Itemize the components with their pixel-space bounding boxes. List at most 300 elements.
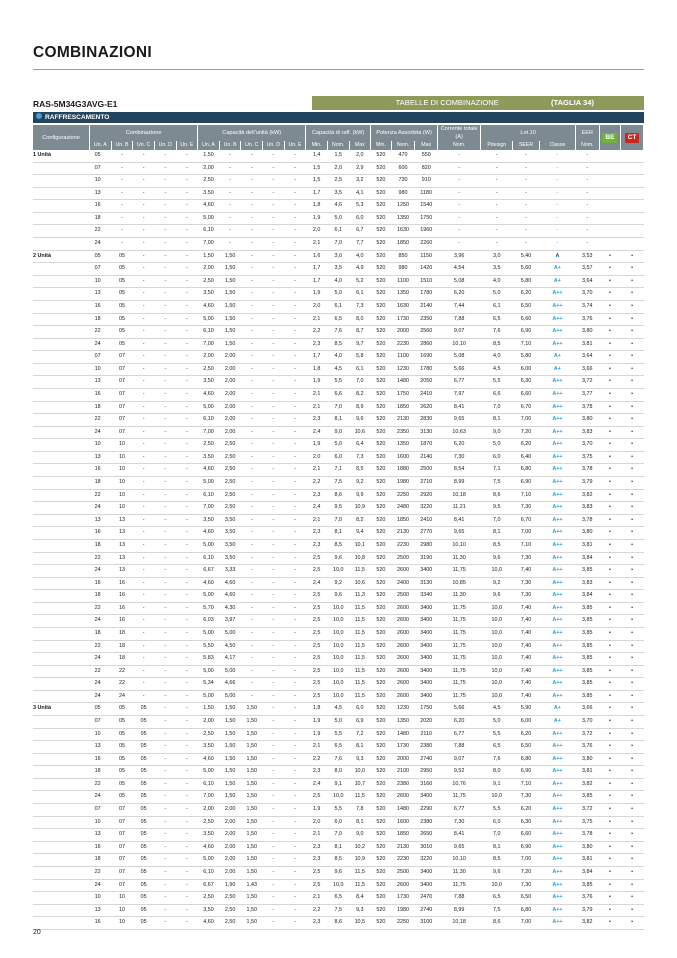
table-cell: 7,40 <box>513 640 540 653</box>
table-cell: - <box>263 841 285 854</box>
table-cell: - <box>133 577 155 590</box>
table-cell: 05 <box>111 766 133 779</box>
table-cell: 1,50 <box>241 829 263 842</box>
table-cell: 1730 <box>391 313 415 326</box>
table-cell: 10 <box>90 728 112 741</box>
table-cell: 3,78 <box>575 514 599 527</box>
table-cell: • <box>621 288 644 301</box>
table-cell: - <box>263 187 285 200</box>
table-cell: 5,70 <box>198 602 220 615</box>
table-cell: 7,0 <box>327 401 349 414</box>
table-cell: • <box>599 766 621 779</box>
table-cell: 05 <box>133 753 155 766</box>
table-cell: 3,85 <box>575 653 599 666</box>
table-cell: 520 <box>371 326 392 339</box>
table-cell: 4,60 <box>198 464 220 477</box>
table-cell: 05 <box>133 804 155 817</box>
table-cell: • <box>621 804 644 817</box>
table-cell: - <box>263 162 285 175</box>
table-cell: 4,0 <box>481 351 513 364</box>
subheader-cell: Un. B <box>111 141 133 150</box>
table-cell: 6,90 <box>513 841 540 854</box>
table-cell: 6,5 <box>481 741 513 754</box>
energy-class-cell: A++ <box>539 300 575 313</box>
table-cell: 6,03 <box>198 615 220 628</box>
table-row <box>33 829 644 842</box>
table-cell: 2,00 <box>198 804 220 817</box>
table-cell: 520 <box>371 665 392 678</box>
table-cell: 2,00 <box>198 351 220 364</box>
table-row <box>33 326 644 339</box>
table-cell: 11,5 <box>349 678 371 691</box>
subheader-cell: Un. C <box>133 141 155 150</box>
table-cell: 10,6 <box>349 426 371 439</box>
table-cell: 2,50 <box>219 904 241 917</box>
table-cell: 7,2 <box>349 728 371 741</box>
table-cell: - <box>438 200 481 213</box>
energy-class-cell: A++ <box>539 338 575 351</box>
table-cell: - <box>176 288 198 301</box>
table-cell: 3,76 <box>575 313 599 326</box>
table-cell: 6,80 <box>513 753 540 766</box>
table-cell: 13 <box>111 527 133 540</box>
table-cell: • <box>599 791 621 804</box>
table-cell: - <box>263 426 285 439</box>
table-cell: 520 <box>371 414 392 427</box>
table-cell: 3010 <box>415 841 438 854</box>
table-cell: - <box>241 464 263 477</box>
table-cell: 2,1 <box>306 238 328 251</box>
table-cell: 7,10 <box>513 489 540 502</box>
table-cell: 1630 <box>391 300 415 313</box>
table-cell: 520 <box>371 212 392 225</box>
energy-class-cell: A++ <box>539 892 575 905</box>
table-cell: 6,30 <box>513 376 540 389</box>
subheader-cell: Max <box>349 141 371 150</box>
table-cell: 16 <box>111 577 133 590</box>
table-cell: 1,50 <box>241 753 263 766</box>
table-cell: - <box>176 162 198 175</box>
table-cell: 2830 <box>415 414 438 427</box>
table-cell: 3220 <box>415 502 438 515</box>
table-cell: - <box>263 401 285 414</box>
table-cell: - <box>241 187 263 200</box>
table-cell: 6,67 <box>198 565 220 578</box>
table-cell: 1,50 <box>241 866 263 879</box>
table-cell: 05 <box>133 816 155 829</box>
table-cell: 8,1 <box>481 414 513 427</box>
energy-class-cell: A++ <box>539 565 575 578</box>
table-cell: 520 <box>371 451 392 464</box>
energy-class-cell: A++ <box>539 778 575 791</box>
configuration-cell <box>33 187 90 200</box>
table-cell: 520 <box>371 363 392 376</box>
table-cell: 520 <box>371 791 392 804</box>
table-cell: - <box>219 175 241 188</box>
table-cell: - <box>176 514 198 527</box>
table-cell: 7,40 <box>513 653 540 666</box>
table-cell: 2,1 <box>306 829 328 842</box>
table-cell: 3,5 <box>327 263 349 276</box>
table-cell: 1630 <box>391 225 415 238</box>
table-cell: 3,85 <box>575 627 599 640</box>
table-cell: 520 <box>371 464 392 477</box>
table-cell: 6,90 <box>513 477 540 490</box>
table-row <box>33 351 644 364</box>
table-cell: - <box>284 552 306 565</box>
table-cell: 520 <box>371 653 392 666</box>
table-cell: 10 <box>111 489 133 502</box>
table-cell: 8,1 <box>481 527 513 540</box>
table-cell: 9,7 <box>349 338 371 351</box>
table-cell: - <box>241 162 263 175</box>
table-cell: 2470 <box>415 892 438 905</box>
table-cell: - <box>133 426 155 439</box>
table-cell: - <box>154 904 176 917</box>
table-cell: 24 <box>90 238 112 251</box>
table-cell: - <box>241 200 263 213</box>
table-cell: 980 <box>391 263 415 276</box>
table-cell: 18 <box>90 766 112 779</box>
table-cell: - <box>284 778 306 791</box>
table-cell: 1,50 <box>241 791 263 804</box>
table-cell: - <box>241 401 263 414</box>
table-cell: - <box>133 338 155 351</box>
table-cell: 3,85 <box>575 690 599 703</box>
configuration-cell <box>33 904 90 917</box>
table-cell: - <box>241 351 263 364</box>
table-cell: 13 <box>111 565 133 578</box>
table-cell: 07 <box>111 854 133 867</box>
energy-class-cell: A++ <box>539 866 575 879</box>
table-cell: 7,40 <box>513 565 540 578</box>
table-cell: - <box>176 388 198 401</box>
table-cell: - <box>133 225 155 238</box>
table-cell: 9,07 <box>438 326 481 339</box>
table-cell: 1,43 <box>241 879 263 892</box>
table-cell: - <box>133 640 155 653</box>
table-cell: - <box>438 150 481 162</box>
table-cell: 4,60 <box>198 753 220 766</box>
table-cell: - <box>219 150 241 162</box>
table-cell: 11,30 <box>438 590 481 603</box>
table-cell: - <box>241 250 263 263</box>
table-cell: - <box>219 162 241 175</box>
table-cell: 1510 <box>415 275 438 288</box>
table-cell: - <box>133 401 155 414</box>
table-cell: 1780 <box>415 288 438 301</box>
table-cell: 11,5 <box>349 866 371 879</box>
table-row <box>33 577 644 590</box>
table-cell: 24 <box>90 678 112 691</box>
table-cell: - <box>284 741 306 754</box>
table-row <box>33 175 644 188</box>
energy-class-cell: A++ <box>539 879 575 892</box>
table-cell: - <box>176 489 198 502</box>
table-cell: 13 <box>90 904 112 917</box>
table-cell: - <box>284 351 306 364</box>
cooling-dot-icon <box>36 113 42 119</box>
configuration-cell <box>33 678 90 691</box>
table-cell: 5,00 <box>219 665 241 678</box>
table-cell: 2,0 <box>306 300 328 313</box>
table-cell: 7,1 <box>327 464 349 477</box>
table-cell: 1180 <box>415 187 438 200</box>
table-cell: 520 <box>371 766 392 779</box>
table-cell: 05 <box>133 854 155 867</box>
table-cell: - <box>154 162 176 175</box>
table-cell: - <box>176 225 198 238</box>
configuration-cell <box>33 162 90 175</box>
table-cell: 6,20 <box>438 716 481 729</box>
table-cell: 05 <box>90 703 112 716</box>
table-cell: - <box>176 627 198 640</box>
table-cell: 1980 <box>391 904 415 917</box>
configuration-cell <box>33 879 90 892</box>
table-cell: 07 <box>111 816 133 829</box>
table-cell: 5,00 <box>198 665 220 678</box>
table-cell: 3,78 <box>575 401 599 414</box>
table-cell: 7,30 <box>438 816 481 829</box>
table-cell: - <box>263 829 285 842</box>
table-cell: 3,0 <box>481 250 513 263</box>
table-cell: 1,50 <box>219 791 241 804</box>
table-cell: 2,3 <box>306 841 328 854</box>
table-cell: 9,6 <box>327 590 349 603</box>
table-cell: - <box>176 338 198 351</box>
table-cell: 1480 <box>391 804 415 817</box>
table-cell: - <box>176 653 198 666</box>
table-cell: - <box>263 716 285 729</box>
table-cell: 5,83 <box>198 653 220 666</box>
table-cell: 520 <box>371 841 392 854</box>
table-cell: 4,60 <box>198 917 220 930</box>
table-cell: - <box>176 879 198 892</box>
table-cell: - <box>133 527 155 540</box>
table-cell: 4,0 <box>327 351 349 364</box>
table-cell: 520 <box>371 866 392 879</box>
table-cell: 3400 <box>415 791 438 804</box>
configuration-cell <box>33 590 90 603</box>
table-cell: 2,9 <box>349 162 371 175</box>
table-cell: • <box>599 565 621 578</box>
table-cell: - <box>438 162 481 175</box>
table-cell: 16 <box>90 388 112 401</box>
table-cell: - <box>263 627 285 640</box>
energy-class-cell: A+ <box>539 703 575 716</box>
table-cell: 3,80 <box>575 527 599 540</box>
table-cell: - <box>438 225 481 238</box>
table-cell: • <box>599 904 621 917</box>
table-cell: 6,6 <box>481 388 513 401</box>
configuration-cell <box>33 539 90 552</box>
configuration-cell <box>33 439 90 452</box>
table-cell: 05 <box>111 778 133 791</box>
table-cell: 2860 <box>415 338 438 351</box>
configuration-cell <box>33 791 90 804</box>
table-cell: - <box>263 225 285 238</box>
table-cell: - <box>133 627 155 640</box>
table-cell: 3,79 <box>575 477 599 490</box>
table-cell: - <box>176 300 198 313</box>
energy-class-cell: A++ <box>539 388 575 401</box>
table-cell: 3,50 <box>219 514 241 527</box>
table-cell: 3190 <box>415 552 438 565</box>
table-row <box>33 804 644 817</box>
table-cell: - <box>176 401 198 414</box>
table-cell: • <box>599 514 621 527</box>
table-cell: 22 <box>90 225 112 238</box>
table-cell: 6,20 <box>513 728 540 741</box>
table-cell: 22 <box>111 665 133 678</box>
configuration-cell <box>33 212 90 225</box>
table-cell: • <box>621 313 644 326</box>
table-cell: - <box>154 212 176 225</box>
table-cell: - <box>176 363 198 376</box>
model-name: RAS-5M34G3AVG-E1 <box>33 99 118 109</box>
table-cell: • <box>621 539 644 552</box>
table-cell: 2,50 <box>198 816 220 829</box>
table-cell: 520 <box>371 892 392 905</box>
energy-class-cell: - <box>539 187 575 200</box>
table-cell: 520 <box>371 514 392 527</box>
table-cell: - <box>176 175 198 188</box>
table-cell: 2000 <box>391 326 415 339</box>
ct-badge: CT <box>625 133 640 143</box>
table-cell: - <box>284 866 306 879</box>
table-cell: • <box>621 514 644 527</box>
table-cell: 13 <box>90 376 112 389</box>
table-cell: 2,1 <box>306 313 328 326</box>
table-cell: - <box>263 892 285 905</box>
table-cell: 2,3 <box>306 917 328 930</box>
table-cell: - <box>481 225 513 238</box>
configuration-cell <box>33 753 90 766</box>
table-cell: 1,50 <box>219 300 241 313</box>
table-cell: 7,40 <box>513 678 540 691</box>
table-cell: - <box>284 313 306 326</box>
table-cell: 24 <box>90 338 112 351</box>
table-cell: 6,60 <box>513 829 540 842</box>
table-cell: 05 <box>111 791 133 804</box>
table-cell: - <box>176 804 198 817</box>
table-cell: • <box>621 627 644 640</box>
table-cell: - <box>481 238 513 251</box>
table-cell: - <box>154 841 176 854</box>
table-cell: • <box>599 300 621 313</box>
table-cell: 2130 <box>391 841 415 854</box>
table-cell: 1,50 <box>241 904 263 917</box>
table-cell: 2,50 <box>198 439 220 452</box>
table-cell: - <box>284 150 306 162</box>
table-cell: - <box>263 439 285 452</box>
table-cell: 05 <box>133 892 155 905</box>
table-cell: 7,97 <box>438 388 481 401</box>
table-cell: - <box>133 590 155 603</box>
table-row <box>33 703 644 716</box>
table-cell: 13 <box>90 451 112 464</box>
combination-table-title <box>312 96 644 110</box>
table-cell: 6,90 <box>513 326 540 339</box>
table-cell: 05 <box>133 866 155 879</box>
table-cell: 4,54 <box>438 263 481 276</box>
table-cell: 1,50 <box>219 703 241 716</box>
table-cell: 6,7 <box>349 225 371 238</box>
table-cell: 520 <box>371 917 392 930</box>
table-cell: • <box>599 401 621 414</box>
table-cell: 2,5 <box>306 678 328 691</box>
table-cell: 4,1 <box>349 187 371 200</box>
table-cell: - <box>176 904 198 917</box>
table-cell: 2740 <box>415 904 438 917</box>
table-cell: • <box>599 464 621 477</box>
subheader-cell: Un. D <box>263 141 285 150</box>
table-cell: 5,66 <box>438 363 481 376</box>
table-cell: - <box>241 451 263 464</box>
table-cell: 2,5 <box>306 590 328 603</box>
table-cell: 24 <box>90 690 112 703</box>
table-cell: - <box>284 640 306 653</box>
configuration-cell <box>33 451 90 464</box>
table-row <box>33 640 644 653</box>
table-cell: 4,0 <box>327 275 349 288</box>
table-cell: 2,3 <box>306 527 328 540</box>
configuration-cell <box>33 728 90 741</box>
table-cell: 18 <box>90 401 112 414</box>
table-cell: • <box>621 477 644 490</box>
table-cell: - <box>111 187 133 200</box>
table-cell: 3,83 <box>575 426 599 439</box>
table-cell: 3400 <box>415 665 438 678</box>
table-cell: • <box>621 577 644 590</box>
energy-class-cell: A++ <box>539 439 575 452</box>
table-cell: 3,70 <box>575 716 599 729</box>
table-cell: 1850 <box>391 401 415 414</box>
table-cell: 3,85 <box>575 602 599 615</box>
table-cell: 6,10 <box>198 489 220 502</box>
table-cell: 1230 <box>391 703 415 716</box>
table-cell: - <box>133 250 155 263</box>
table-cell: 10,0 <box>481 690 513 703</box>
table-cell: 520 <box>371 640 392 653</box>
table-row <box>33 162 644 175</box>
table-cell: 520 <box>371 250 392 263</box>
table-cell: 6,1 <box>349 363 371 376</box>
table-cell: 05 <box>90 150 112 162</box>
configuration-cell <box>33 816 90 829</box>
energy-class-cell: - <box>539 238 575 251</box>
table-cell: 5,08 <box>438 351 481 364</box>
table-cell <box>599 238 621 251</box>
table-cell: 22 <box>90 326 112 339</box>
table-cell: 9,6 <box>481 590 513 603</box>
table-cell: 3,83 <box>575 502 599 515</box>
table-cell: - <box>263 527 285 540</box>
table-cell: 7,40 <box>513 665 540 678</box>
table-cell: - <box>154 451 176 464</box>
table-cell: 2,2 <box>306 753 328 766</box>
table-cell: 10 <box>111 502 133 515</box>
table-cell: - <box>284 716 306 729</box>
table-cell: 07 <box>111 414 133 427</box>
table-cell: - <box>241 376 263 389</box>
configuration-cell <box>33 804 90 817</box>
table-cell: - <box>154 753 176 766</box>
table-cell: 3,84 <box>575 552 599 565</box>
be-badge: BE <box>602 133 617 143</box>
table-cell: 6,00 <box>513 363 540 376</box>
table-cell: - <box>263 477 285 490</box>
